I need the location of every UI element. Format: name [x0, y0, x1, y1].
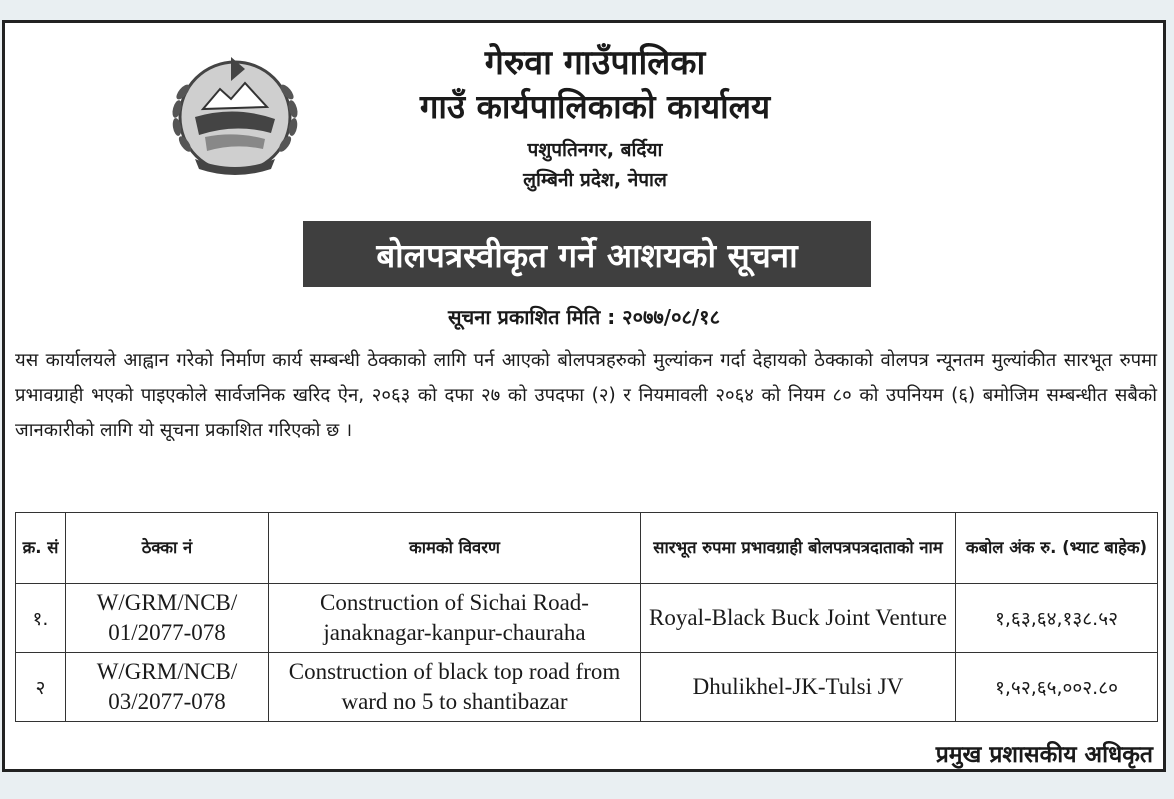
cell-contract-no: W/GRM/NCB/ 01/2077-078 — [66, 584, 269, 653]
office-header — [305, 41, 885, 195]
cell-bidder: Dhulikhel-JK-Tulsi JV — [641, 653, 956, 722]
nepal-emblem-icon — [165, 47, 305, 182]
bid-table — [15, 512, 1158, 722]
cell-amount: १,५२,६५,००२.८० — [956, 653, 1158, 722]
header-amount: कबोल अंक रु. (भ्याट बाहेक) — [956, 513, 1158, 584]
header-contract-no: ठेक्का नं — [66, 513, 269, 584]
cell-sn: २ — [16, 653, 66, 722]
notice-heading: बोलपत्रस्वीकृत गर्ने आशयको सूचना — [303, 221, 871, 287]
office-name: गेरुवा गाउँपालिका — [484, 43, 706, 83]
header-bidder: सारभूत रुपमा प्रभावग्राही बोलपत्रपत्रदाताको नाम — [641, 513, 956, 584]
cell-contract-no: W/GRM/NCB/ 03/2077-078 — [66, 653, 269, 722]
table-row — [16, 584, 1158, 653]
cell-bidder: Royal-Black Buck Joint Venture — [641, 584, 956, 653]
header-work: कामको विवरण — [269, 513, 641, 584]
signatory-title: प्रमुख प्रशासकीय अधिकृत — [935, 742, 1153, 768]
notice-body: यस कार्यालयले आह्वान गरेको निर्माण कार्य सम्बन्धी ठेक्काको लागि पर्न आएको बोलपत्रहरुको मुल्यांकन गर्दा देहायको ठेक्काको वोलपत्र न्यूनतम मुल्यांकीत सारभूत रुपमा प्रभावग्राही भएको पाइएकोले सार्वजनिक खरिद ऐन, २०६३ को दफा २७ को उपदफा (२) र नियमावली २०६४ को नियम ८० को उपनियम (६) बमोजिम सम्बन्धीत सबैको जानकारीको लागि यो सूचना प्रकाशित गरिएको छ । — [15, 350, 1157, 441]
cell-work: Construction of black top road from ward no 5 to shantibazar — [269, 653, 641, 722]
table-row — [16, 653, 1158, 722]
table-header-row — [16, 513, 1158, 584]
office-title: गाउँ कार्यपालिकाको कार्यालय — [419, 87, 771, 126]
published-date: सूचना प्रकाशित मिति : २०७७/०८/१८ — [448, 305, 720, 329]
cell-amount: १,६३,६४,१३८.५२ — [956, 584, 1158, 653]
cell-sn: १. — [16, 584, 66, 653]
office-address-line2: लुम्बिनी प्रदेश, नेपाल — [523, 169, 667, 191]
cell-work: Construction of Sichai Road- janaknagar-kanpur-chauraha — [269, 584, 641, 653]
notice-document — [2, 20, 1166, 772]
header-sn: क्र. सं — [16, 513, 66, 584]
office-address-line1: पशुपतिनगर, बर्दिया — [527, 139, 663, 161]
